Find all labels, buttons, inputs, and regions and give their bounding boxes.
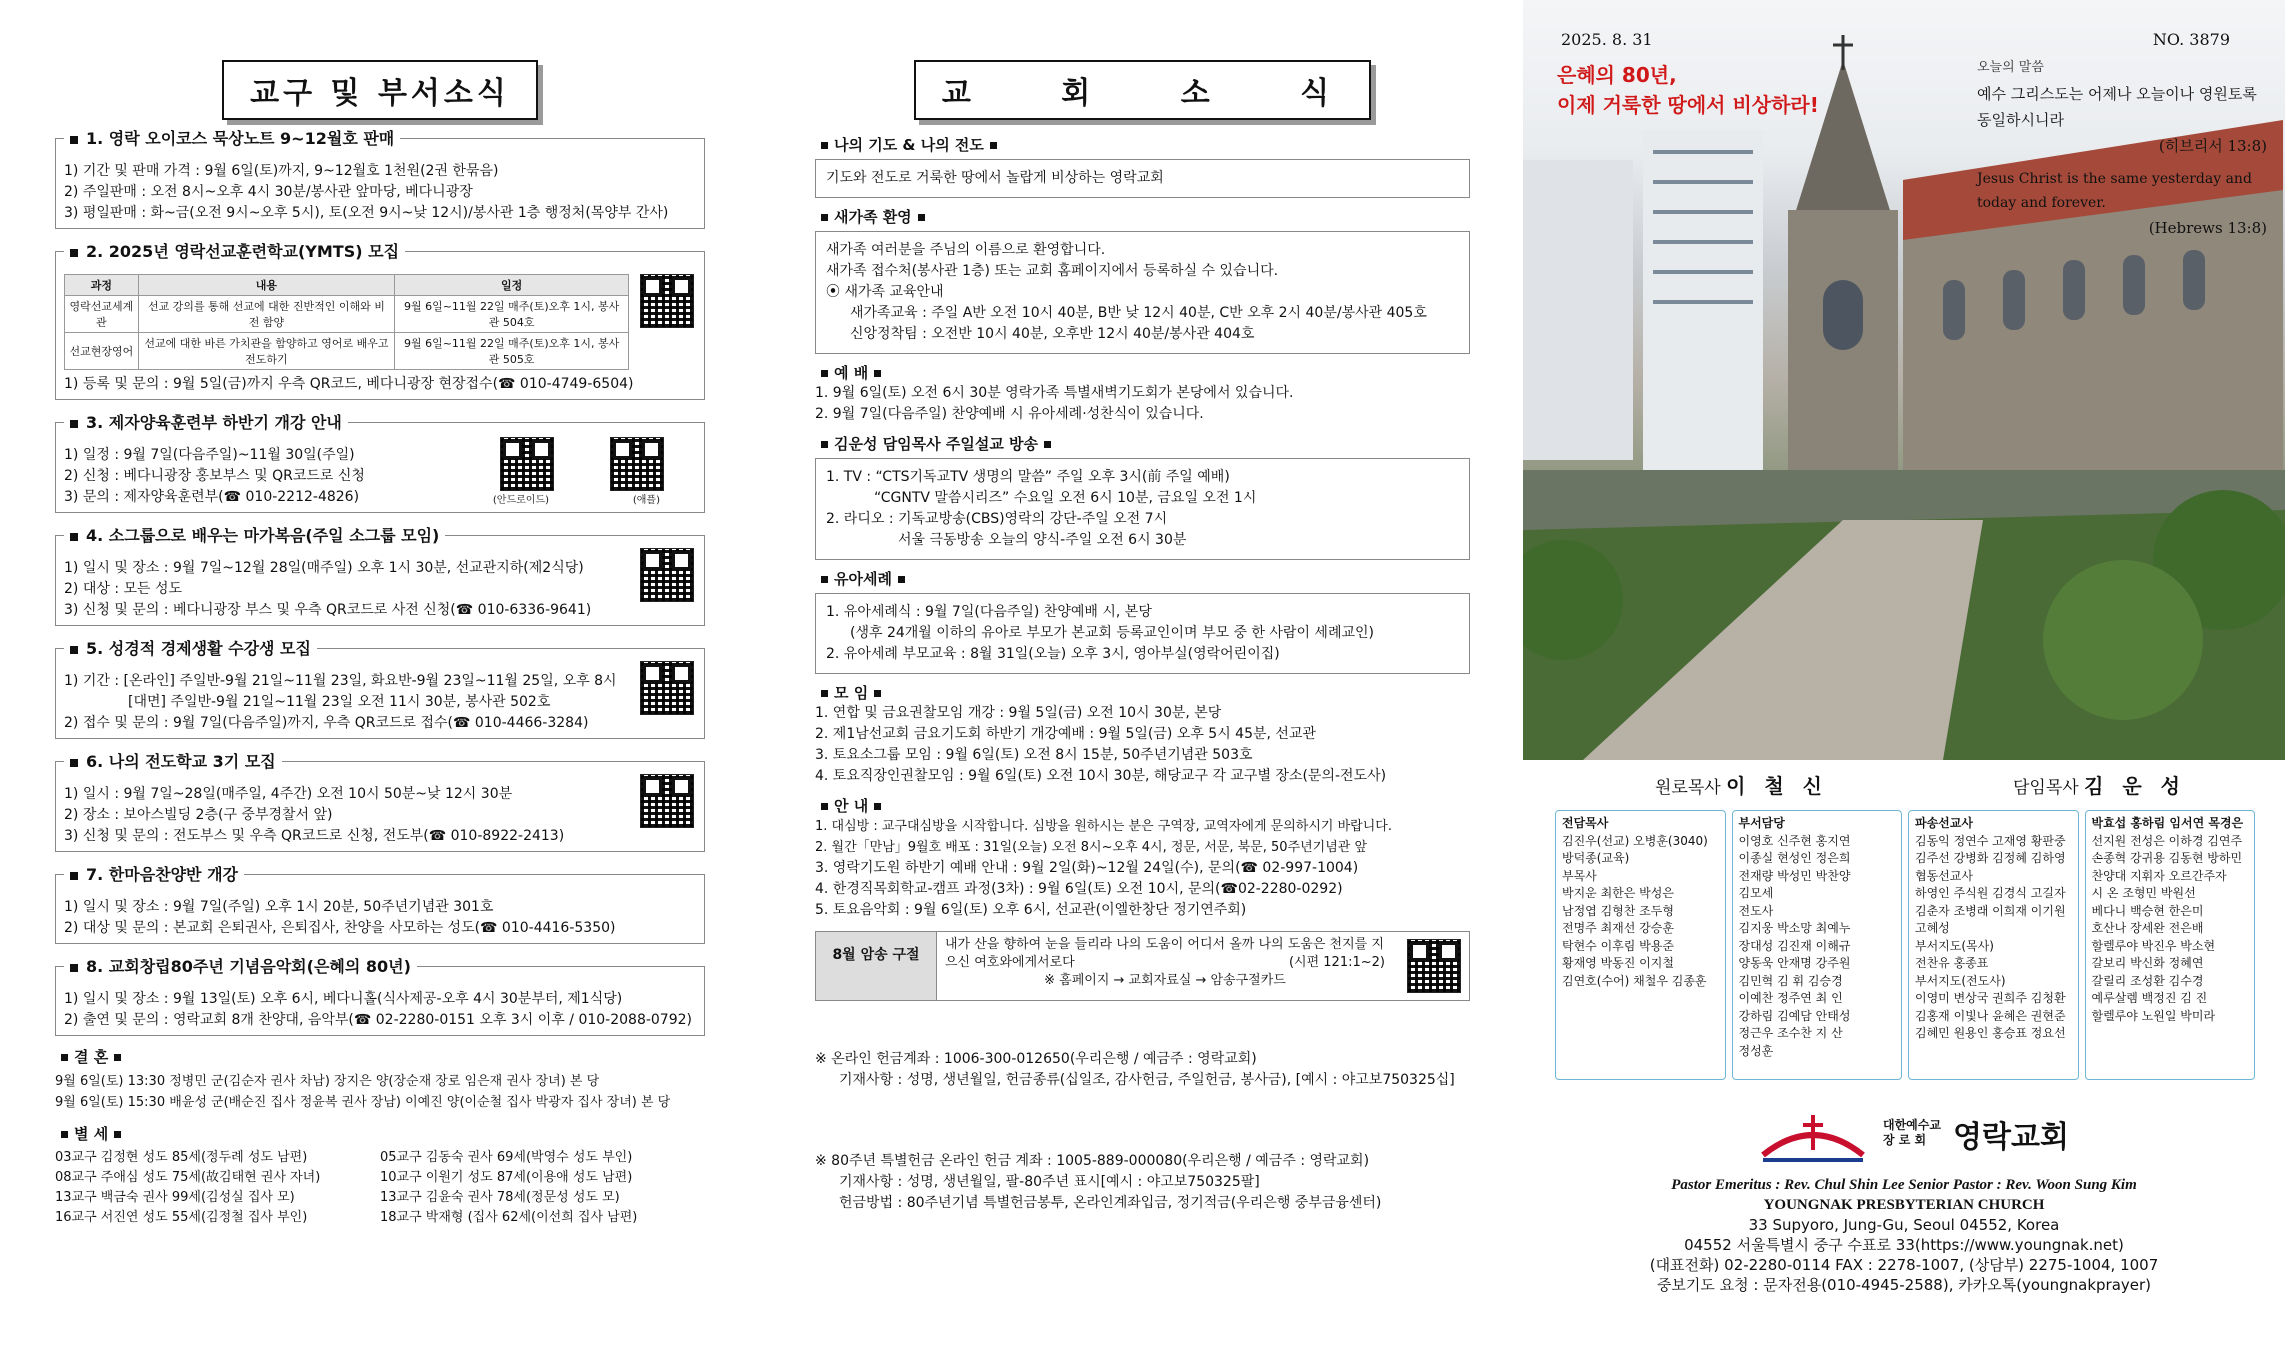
pastor-emeritus-label: 원로목사	[1655, 778, 1721, 798]
staff-line: 이영호 신주현 홍지연	[1738, 833, 1851, 848]
staff-line: 김홍재 이빛나 윤혜은 권현준	[1915, 1008, 2066, 1023]
notice-line: 2) 주일판매 : 오전 8시~오후 4시 30분/봉사관 앞마당, 베다니광장	[64, 184, 473, 200]
baptism-line: 1. 유아세례식 : 9월 7일(다음주일) 찬양예배 시, 본당	[826, 604, 1152, 620]
prayer-line: 기도와 전도로 거룩한 땅에서 놀랍게 비상하는 영락교회	[826, 170, 1164, 186]
broadcast-box	[815, 458, 1470, 560]
meeting-line: 3. 토요소그룹 모임 : 9월 6일(토) 오전 8시 15분, 50주년기념관 503호	[815, 747, 1253, 763]
notice-line: 4. 한경직목회학교-캠프 과정(3차) : 9월 6일(토) 오전 10시, 문의(☎02-2280-0292)	[815, 881, 1343, 897]
slogan-line: 이제 거룩한 땅에서 비상하라!	[1557, 93, 1819, 117]
welcome-box	[815, 231, 1470, 354]
worship-line: 2. 9월 7일(다음주일) 찬양예배 시 유아세례·성찬식이 있습니다.	[815, 406, 1204, 422]
notice-line: 2) 접수 및 문의 : 9월 7일(다음주일)까지, 우측 QR코드로 접수(☎ 010-4466-3284)	[64, 715, 589, 731]
left-sections	[55, 129, 705, 1036]
staff-line: 부목사	[1562, 868, 1597, 883]
prayer-heading: 나의 기도 & 나의 전도	[815, 134, 1470, 155]
staff-line: 김동익 정연수 고재영 황판중	[1915, 833, 2066, 848]
table-cell: 선교에 대한 바른 가치관을 함양하고 영어로 배우고 전도하기	[138, 333, 395, 370]
table-header: 내용	[138, 275, 395, 296]
staff-line: 방덕종(교육)	[1562, 851, 1630, 865]
todays-verse	[1977, 55, 2267, 241]
staff-line: 베다니 백승현 한은미	[2091, 903, 2204, 918]
verse-english: Jesus Christ is the same yesterday and today and forever.	[1977, 171, 2252, 211]
table-cell: 9월 6일~11월 22일 매주(토)오후 1시, 봉사관 504호	[395, 296, 629, 333]
ymts-table	[64, 274, 629, 370]
staff-line: 부서지도(전도사)	[1915, 973, 2006, 988]
welcome-line: ⦿ 새가족 교육안내	[826, 284, 944, 300]
staff-box	[2085, 810, 2256, 1080]
notice-section	[55, 413, 705, 513]
slogan-line: 은혜의 80년,	[1557, 63, 1677, 87]
wedding-line: 9월 6일(토) 15:30 배윤성 군(배순진 집사 정윤복 권사 장남) 이예진 양(이순철 집사 박광자 집사 장녀) 본 당	[55, 1095, 671, 1110]
senior-pastor-label: 담임목사	[2013, 778, 2079, 798]
meeting-heading: 모 임	[815, 682, 1470, 703]
worship-heading: 예 배	[815, 362, 1470, 383]
staff-line: 김진우(선교) 오병훈(3040)	[1562, 833, 1708, 848]
broadcast-heading: 김운성 담임목사 주일설교 방송	[815, 433, 1470, 454]
notice-section-heading: 5. 성경적 경제생활 수강생 모집	[64, 636, 317, 659]
staff-line: 갈보리 박신화 정혜연	[2091, 956, 2204, 970]
meeting-line: 1. 연합 및 금요권찰모임 개강 : 9월 5일(금) 오전 10시 30분, 본당	[815, 705, 1222, 721]
mid-page-title: 교 회 소 식	[914, 60, 1371, 120]
notice-line: 3) 신청 및 문의 : 전도부스 및 우측 QR코드로 신청, 전도부(☎ 010-8922-2413)	[64, 828, 565, 844]
pastor-emeritus	[1655, 770, 1828, 799]
qr-code[interactable]	[640, 274, 694, 328]
staff-line: 선지원 전성은 이하경 김연주	[2091, 833, 2243, 848]
notice-section	[55, 865, 705, 944]
slogan	[1557, 60, 1819, 120]
notice-section	[55, 242, 705, 400]
staff-box-title: 부서담당	[1738, 816, 1785, 830]
qr-code[interactable]	[640, 661, 694, 715]
senior-pastor	[2013, 770, 2186, 799]
notice-line: 1) 기간 및 판매 가격 : 9월 6일(토)까지, 9~12월호 1천원(2권 한묶음)	[64, 163, 499, 179]
footer-pastors: Pastor Emeritus : Rev. Chul Shin Lee Senior Pastor : Rev. Woon Sung Kim	[1671, 1177, 2137, 1193]
donation-line: ※ 80주년 특별헌금 온라인 헌금 계좌 : 1005-889-000080(우리은행 / 예금주 : 영락교회)	[815, 1153, 1370, 1169]
staff-line: 찬양대 지휘자 오르간주자	[2091, 868, 2227, 883]
donation-block-2	[815, 1151, 1470, 1214]
staff-line: 김연호(수어) 채철우 김종훈	[1562, 973, 1707, 988]
staff-line: 남정엽 김형찬 조두형	[1562, 903, 1674, 918]
donation-line: 헌금방법 : 80주년기념 특별헌금봉투, 온라인계좌입금, 정기적금(우리은행 중부금융센터)	[839, 1195, 1382, 1211]
qr-code[interactable]	[640, 774, 694, 828]
staff-line: 장대성 김진재 이해규	[1738, 938, 1851, 953]
table-row	[65, 333, 629, 370]
staff-box-title: 파송선교사	[1915, 816, 1973, 830]
death-item: 10교구 이원기 성도 87세(이용애 성도 남편)	[380, 1170, 633, 1185]
staff-box-title: 박효섭 홍하림 임서연 목경은	[2091, 816, 2244, 830]
notice-line: 2) 장소 : 보아스빌딩 2층(구 중부경찰서 앞)	[64, 807, 333, 823]
donation-line: 기재사항 : 성명, 생년월일, 팔-80주년 표시[예시 : 야고보750325팔]	[839, 1174, 1260, 1190]
table-cell: 선교 강의를 통해 선교에 대한 진반적인 이해와 비전 함양	[138, 296, 395, 333]
notice-section	[55, 639, 705, 739]
qr-code[interactable]	[500, 437, 554, 491]
staff-line: 김민혁 김 휘 김승경	[1738, 973, 1843, 988]
staff-line: 하영인 주식원 김경식 고길자	[1915, 886, 2066, 900]
staff-line: 이예찬 정주연 최 인	[1738, 991, 1843, 1005]
meeting-line: 2. 제1남선교회 금요기도회 하반기 개강예배 : 9월 5일(금) 오후 5시 45분, 선교관	[815, 726, 1316, 742]
staff-line: 김지웅 박소망 최예누	[1738, 921, 1851, 935]
notice-line: 1) 일시 및 장소 : 9월 7일~12월 28일(매주일) 오후 1시 30분, 선교관지하(제2식당)	[64, 560, 584, 576]
notice-section-heading: 3. 제자양육훈련부 하반기 개강 안내	[64, 410, 348, 433]
memory-verse-ref: (시편 121:1~2)	[1288, 955, 1385, 970]
donation-block-1	[815, 1049, 1470, 1091]
church-photo	[1523, 0, 2285, 760]
baptism-line: (생후 24개월 이하의 유아로 부모가 본교회 등록교인이며 부모 중 한 사람이 세례교인)	[850, 625, 1374, 641]
staff-line: 할렐루야 박진우 박소현	[2091, 938, 2216, 953]
notice-line: 1) 일시 및 장소 : 9월 13일(토) 오후 6시, 베다니홀(식사제공-오후 4시 30분부터, 제1식당)	[64, 991, 623, 1007]
qr-code[interactable]	[640, 548, 694, 602]
notice-line: 3) 신청 및 문의 : 베다니광장 부스 및 우측 QR코드로 사전 신청(☎ 010-6336-9641)	[64, 602, 592, 618]
notice-section-heading: 2. 2025년 영락선교훈련학교(YMTS) 모집	[64, 239, 405, 262]
notice-line: 2) 출연 및 문의 : 영락교회 8개 찬양대, 음악부(☎ 02-2280-0151 오후 3시 이후 / 010-2088-0792)	[64, 1012, 692, 1028]
staff-line: 정성훈	[1738, 1043, 1774, 1058]
denomination-line: 대한예수교	[1883, 1118, 1941, 1132]
qr-caption: (애플)	[632, 495, 660, 506]
notice-line: 1) 등록 및 문의 : 9월 5일(금)까지 우측 QR코드, 베다니광장 현장접수(☎ 010-4749-6504)	[64, 376, 634, 392]
footer-prayer: 중보기도 요청 : 문자전용(010-4945-2588), 카카오톡(youngnakprayer)	[1656, 1276, 2152, 1294]
death-heading: 별 세	[55, 1123, 705, 1144]
notice-section-heading: 8. 교회창립80주년 기념음악회(은혜의 80년)	[64, 954, 417, 977]
notice-section	[55, 526, 705, 626]
left-page	[55, 0, 705, 1228]
staff-line: 전재량 박성민 박찬양	[1738, 868, 1851, 883]
staff-line: 부서지도(목사)	[1915, 938, 1994, 953]
notice-line: 2) 대상 및 문의 : 본교회 은퇴권사, 은퇴집사, 찬양을 사모하는 성도(☎ 010-4416-5350)	[64, 920, 616, 936]
staff-line: 전도사	[1738, 903, 1774, 918]
notice-section-heading: 6. 나의 전도학교 3기 모집	[64, 749, 282, 772]
staff-line: 정근우 조수찬 지 산	[1738, 1026, 1843, 1040]
mid-title-wrap	[815, 60, 1470, 126]
staff-line: 이영미 변상국 권희주 김청환	[1915, 991, 2066, 1005]
qr-caption: (안드로이드)	[492, 495, 549, 506]
worship-line: 1. 9월 6일(토) 오전 6시 30분 영락가족 특별새벽기도회가 본당에서 있습니다.	[815, 385, 1294, 401]
notice-line: 1. 대심방 : 교구대심방을 시작합니다. 심방을 원하시는 분은 구역장, 교역자에게 문의하시기 바랍니다.	[815, 819, 1392, 834]
table-cell: 선교현장영어	[65, 333, 139, 370]
staff-directory	[1555, 810, 2255, 1080]
notice-section	[55, 129, 705, 229]
death-item: 13교구 백금숙 권사 99세(김성실 집사 모)	[55, 1190, 295, 1205]
baptism-box	[815, 593, 1470, 674]
notice-section-heading: 4. 소그룹으로 배우는 마가복음(주일 소그룹 모임)	[64, 523, 445, 546]
staff-line: 박지운 최한은 박성은	[1562, 886, 1674, 900]
staff-line: 강하림 김예담 안태성	[1738, 1008, 1851, 1023]
welcome-line: 새가족 접수처(봉사관 1층) 또는 교회 홈페이지에서 등록하실 수 있습니다.	[826, 263, 1279, 279]
death-item: 05교구 김동숙 권사 69세(박영수 성도 부인)	[380, 1150, 633, 1165]
notice-line: 3) 문의 : 제자양육훈련부(☎ 010-2212-4826)	[64, 489, 360, 505]
notice-line: 5. 토요음악회 : 9월 6일(토) 오후 6시, 선교관(이엘한창단 정기연주회)	[815, 902, 1247, 918]
broadcast-line: “CGNTV 말씀시리즈” 수요일 오전 6시 10분, 금요일 오전 1시	[874, 490, 1257, 506]
memory-verse-label: 8월 암송 구절	[816, 932, 937, 1000]
memory-verse-box	[815, 931, 1470, 1001]
footer-church-en: YOUNGNAK PRESBYTERIAN CHURCH	[1763, 1197, 2045, 1213]
senior-pastor-name: 김 운 성	[2084, 774, 2186, 798]
staff-line: 협동선교사	[1915, 868, 1973, 883]
notice-line: 1) 일시 및 장소 : 9월 7일(주일) 오후 1시 20분, 50주년기념관 301호	[64, 899, 494, 915]
staff-box	[1555, 810, 1726, 1080]
table-row	[65, 296, 629, 333]
staff-line: 손종혁 강귀용 김동현 방하민	[2091, 851, 2243, 865]
middle-page	[815, 0, 1470, 1214]
staff-line: 김혜민 원용인 홍승표 정요선	[1915, 1026, 2066, 1040]
staff-line: 이종실 현성인 정은희	[1738, 851, 1851, 865]
donation-line: 기재사항 : 성명, 생년월일, 헌금종류(십일조, 감사헌금, 주일헌금, 봉사금), [예시 : 야고보750325십]	[839, 1072, 1455, 1088]
staff-line: 갈릴리 조성환 김수경	[2091, 973, 2204, 988]
broadcast-line: 2. 라디오 : 기독교방송(CBS)영락의 강단-주일 오전 7시	[826, 511, 1168, 527]
cross-logo-icon	[1753, 1110, 1873, 1165]
left-title-wrap	[55, 60, 705, 126]
welcome-line: 새가족교육 : 주일 A반 오전 10시 40분, B반 낮 12시 40분, C반 오후 2시 40분/봉사관 405호	[850, 305, 1427, 321]
table-header: 과정	[65, 275, 139, 296]
table-cell: 영락선교세계관	[65, 296, 139, 333]
verse-korean-ref: (히브리서 13:8)	[2158, 137, 2267, 155]
death-list	[55, 1148, 705, 1228]
issue-date: 2025. 8. 31	[1561, 30, 1653, 49]
memory-verse-note: ※ 홈페이지 → 교회자료실 → 암송구절카드	[1044, 973, 1286, 988]
notice-section-heading: 7. 한마음찬양반 개강	[64, 862, 244, 885]
donation-line: ※ 온라인 헌금계좌 : 1006-300-012650(우리은행 / 예금주 : 영락교회)	[815, 1051, 1257, 1067]
table-cell: 9월 6일~11월 22일 매주(토)오후 1시, 봉사관 505호	[395, 333, 629, 370]
notice-section	[55, 957, 705, 1036]
notice-line: 2. 월간「만남」9월호 배포 : 31일(오늘) 오전 8시~오후 4시, 정문, 서문, 북문, 50주년기념관 앞	[815, 840, 1368, 855]
prayer-box	[815, 159, 1470, 198]
verse-heading: 오늘의 말씀	[1977, 60, 2044, 75]
death-item: 18교구 박재형 (집사 62세(이선희 집사 남편)	[380, 1210, 638, 1225]
pastor-emeritus-name: 이 철 신	[1726, 774, 1828, 798]
notice-section	[55, 752, 705, 852]
broadcast-line: 서울 극동방송 오늘의 양식-주일 오전 6시 30분	[898, 532, 1187, 548]
staff-line: 고혜성	[1915, 921, 1950, 935]
meeting-line: 4. 토요직장인권찰모임 : 9월 6일(토) 오전 10시 30분, 해당교구 각 교구별 장소(문의-전도사)	[815, 768, 1387, 784]
verse-english-ref: (Hebrews 13:8)	[2148, 219, 2267, 237]
memory-verse-text: 내가 산을 향하여 눈을 들리라 나의 도움이 어디서 올까 나의 도움은 천지를 지으신 여호와에게서로다	[945, 937, 1384, 970]
left-page-title: 교구 및 부서소식	[222, 60, 538, 120]
staff-box	[1908, 810, 2079, 1080]
notice-line: 1) 기간 : [온라인] 주일반-9월 21일~11월 23일, 화요반-9월 23일~11월 25일, 오후 8시	[64, 673, 617, 689]
welcome-line: 신앙정착팀 : 오전반 10시 40분, 오후반 12시 40분/봉사관 404호	[850, 326, 1255, 342]
staff-line: 김주선 강병화 김정혜 김하영	[1915, 851, 2066, 865]
wedding-line: 9월 6일(토) 13:30 정병민 군(김순자 권사 차남) 장지은 양(장순재 장로 임은재 권사 장녀) 본 당	[55, 1074, 600, 1089]
staff-line: 시 온 조형민 박원선	[2091, 886, 2196, 900]
footer-phone: (대표전화) 02-2280-0114 FAX : 2278-1007, (상담부) 2275-1004, 1007	[1649, 1256, 2159, 1274]
notice-line: 1) 일정 : 9월 7일(다음주일)~11월 30일(주일)	[64, 447, 355, 463]
footer-address-ko: 04552 서울특별시 중구 수표로 33(https://www.youngnak.net)	[1684, 1236, 2124, 1254]
table-header: 일정	[395, 275, 629, 296]
notice-line: 3) 평일판매 : 화~금(오전 9시~오후 5시), 토(오전 9시~낮 12시)/봉사관 1층 행정처(목양부 간사)	[64, 205, 669, 221]
staff-line: 양동욱 안재명 강주원	[1738, 956, 1851, 970]
staff-line: 호산나 장세완 전은배	[2091, 921, 2204, 935]
staff-box	[1732, 810, 1903, 1080]
staff-line: 할렐루야 노원일 박미라	[2091, 1008, 2216, 1023]
church-footer	[1523, 1175, 2285, 1295]
death-item: 08교구 주애심 성도 75세(故김태현 권사 자녀)	[55, 1170, 321, 1185]
staff-line: 전명주 최재선 강승훈	[1562, 921, 1674, 935]
notice-heading: 안 내	[815, 795, 1470, 816]
notice-line: 2) 신청 : 베다니광장 홍보부스 및 QR코드로 신청	[64, 468, 365, 484]
issue-number: NO. 3879	[2152, 30, 2230, 49]
staff-line: 예루살렘 백정진 김 진	[2091, 991, 2208, 1005]
welcome-heading: 새가족 환영	[815, 206, 1470, 227]
baptism-heading: 유아세례	[815, 568, 1470, 589]
denomination-line: 장 로 회	[1883, 1133, 1927, 1147]
staff-box-title: 전담목사	[1562, 816, 1609, 830]
notice-line: 1) 일시 : 9월 7일~28일(매주일, 4주간) 오전 10시 50분~낮 12시 30분	[64, 786, 513, 802]
notice-line: 2) 대상 : 모든 성도	[64, 581, 183, 597]
verse-korean: 예수 그리스도는 어제나 오늘이나 영원토록 동일하시니라	[1977, 85, 2257, 129]
welcome-line: 새가족 여러분을 주님의 이름으로 환영합니다.	[826, 242, 1106, 258]
staff-line: 김모세	[1738, 886, 1774, 900]
notice-line: [대면] 주일반-9월 21일~11월 23일 오전 11시 30분, 봉사관 502호	[128, 694, 551, 710]
death-item: 13교구 김윤숙 권사 78세(정문성 성도 모)	[380, 1190, 620, 1205]
death-item: 03교구 김정현 성도 85세(정두례 성도 남편)	[55, 1150, 308, 1165]
staff-line: 탁현수 이후림 박용준	[1562, 938, 1674, 953]
memory-verse-content	[937, 932, 1393, 1000]
broadcast-line: 1. TV : “CTS기독교TV 생명의 말씀” 주일 오후 3시(前 주일 예배)	[826, 469, 1230, 485]
footer-address-en: 33 Supyoro, Jung-Gu, Seoul 04552, Korea	[1748, 1216, 2060, 1234]
wedding-heading: 결 혼	[55, 1046, 705, 1067]
qr-code[interactable]	[610, 437, 664, 491]
death-item: 16교구 서진연 성도 55세(김정철 집사 부인)	[55, 1210, 308, 1225]
notice-section-heading: 1. 영락 오이코스 묵상노트 9~12월호 판매	[64, 126, 400, 149]
staff-line: 황재영 박동진 이지철	[1562, 956, 1674, 970]
denomination	[1883, 1118, 1941, 1148]
church-name: 영락교회	[1953, 1120, 2069, 1155]
baptism-line: 2. 유아세례 부모교육 : 8월 31일(오늘) 오후 3시, 영아부실(영락어린이집)	[826, 646, 1280, 662]
memory-qr-code[interactable]	[1407, 939, 1461, 993]
staff-line: 김춘자 조병래 이희재 이기원	[1915, 903, 2066, 918]
notice-line: 3. 영락기도원 하반기 예배 안내 : 9월 2일(화)~12월 24일(수), 문의(☎ 02-997-1004)	[815, 860, 1359, 876]
staff-line: 전찬유 홍종표	[1915, 956, 1989, 970]
